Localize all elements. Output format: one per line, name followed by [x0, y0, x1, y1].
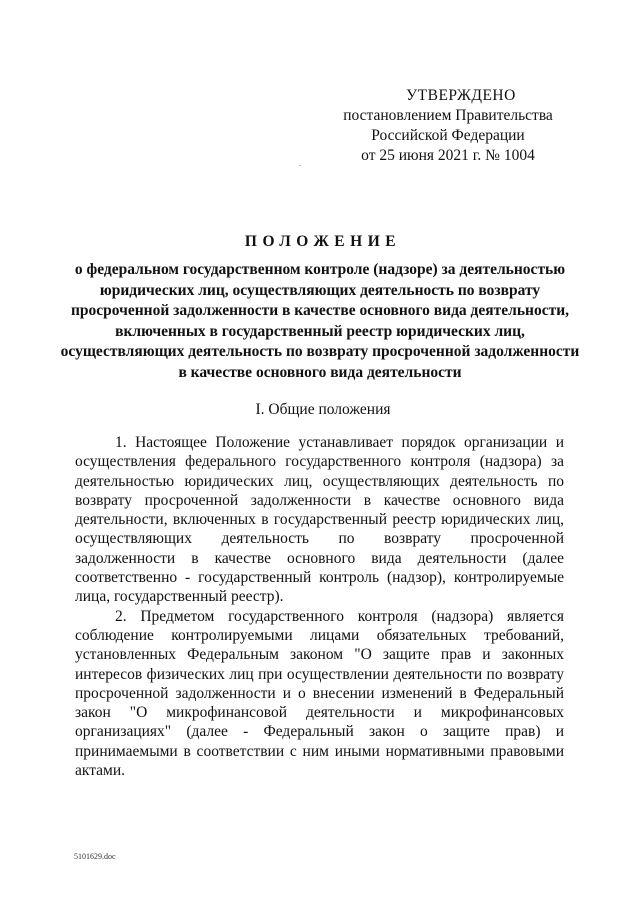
footer-file-name: 5101629.doc [74, 852, 116, 861]
approval-line-2: Российской Федерации [371, 127, 525, 144]
scan-artifact [299, 165, 301, 166]
section-heading: I. Общие положения [255, 401, 391, 418]
approved-heading: УТВЕРЖДЕНО [406, 87, 516, 104]
paragraph-2: 2. Предметом государственного контроля (надзора) является соблюдение контролируемыми лицами обязательных требований, установленных Федеральным законом "О защите прав и законных интересов физических лиц при осуществлении деятельности по возврату просроченной задолженности и о внесении изменений в Федеральный закон "О микрофинансовой деятельности и микрофинансовых организациях" (далее - Федеральный закон о защите прав) и принимаемыми в соответствии с ним иными нормативными правовыми актами. [75, 607, 564, 780]
paragraph-1: 1. Настоящее Положение устанавливает порядок организации и осуществления федерального государственного контроля (надзора) за деятельностью юридических лиц, осуществляющих деятельность по возврату просроченной задолженности в качестве основного вида деятельности, включенных в государственный реестр юридических лиц, осуществляющих деятельность по возврату просроченной задолженности в качестве основного вида деятельности (далее соответственно - государственный контроль (надзор), контролируемые лица, государственный реестр). [75, 434, 564, 606]
approval-line-1: постановлением Правительства [343, 107, 553, 124]
approval-block [330, 86, 566, 166]
document-subtitle: о федеральном государственном контроле (надзоре) за деятельностью юридических лиц, осуществляющих деятельность по возврату просроченной задолженности в качестве основного вида деятельности, включенных в государственный реестр юридических лиц, осуществляющих деятельность по возврату просроченной задолженности в качестве основного вида деятельности [60, 261, 580, 381]
document-title: ПОЛОЖЕНИЕ [244, 233, 402, 250]
document-body [75, 433, 564, 780]
approval-date-number: от 25 июня 2021 г. № 1004 [361, 147, 535, 164]
